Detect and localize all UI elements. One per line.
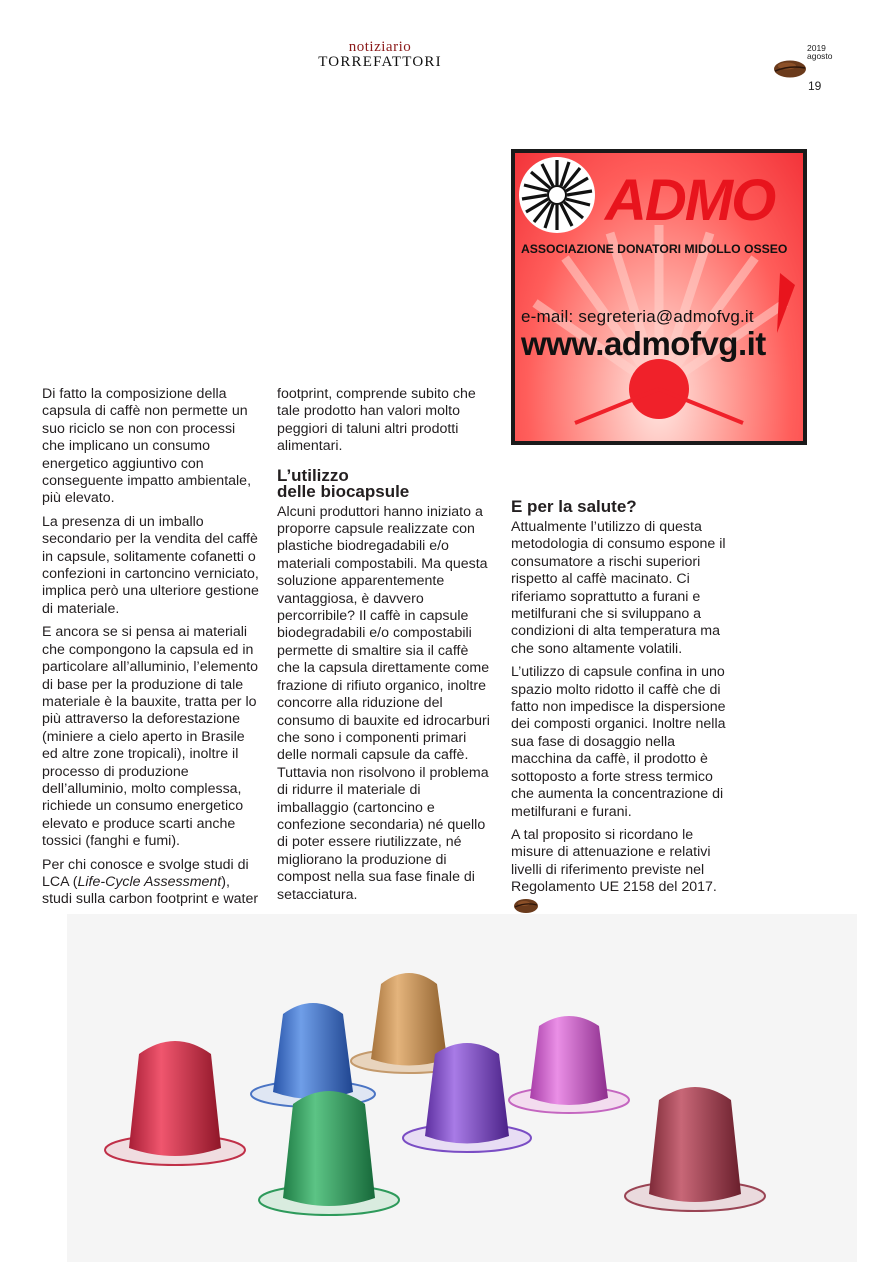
section-heading-biocapsule (277, 465, 495, 501)
paragraph: La presenza di un imballo secondario per la vendita del caffè in capsule, solitamente cofanetti o confezioni in cartoncino verniciato, implica però una ulteriore gestione di materiale. (42, 513, 259, 617)
italic-term: Life-Cycle Assessment (77, 873, 222, 890)
heading-line: delle biocapsule (277, 481, 410, 501)
text-run: Per chi conosce e svolge studi di LCA ( (42, 856, 249, 890)
text-run: ), studi sulla carbon footprint e water (42, 873, 259, 908)
paragraph: Alcuni produttori hanno iniziato a proporre capsule realizzate con plastiche biodregadabili e/o materiali compostabili. Ma questa soluzione apparentemente vantaggiosa, è davvero percorribile? Il caffè in capsule biodegradabili e/o compostabili permette di smaltire sia il caffè che la capsula direttamente come frazione di rifiuto organico, inoltre concorre alla riduzione del consumo di bauxite ed idrocarburi che sono i componenti primari delle normali capsule da caffè. Tuttavia non risolvono il problema di ridurre il materiale di imballaggio (cartoncino e confezione secondaria) né quello di poter essere riutilizzate, né migliorano la produzione di compost nella sua fase finale di setacciatura. (277, 503, 490, 903)
section-heading-salute: E per la salute? (511, 497, 637, 516)
issue-year: 2019 (807, 43, 826, 53)
coffee-bean-icon (513, 897, 539, 915)
article-column-1 (42, 386, 262, 915)
page-number: 19 (808, 79, 822, 93)
admo-advertisement (511, 149, 807, 445)
issue-month: agosto (807, 51, 833, 61)
paragraph: footprint, comprende subito che tale prodotto han valori molto peggiori di taluni altri prodotti alimentari. (277, 386, 476, 455)
admo-logo: ADMO (605, 168, 775, 233)
paragraph: Di fatto la composizione della capsula di caffè non permette un suo riciclo se non con processi che implicano un consumo energetico aggiuntivo con conseguente impatto ambientale, più elevato. (42, 386, 252, 507)
admo-email: e-mail: segreteria@admofvg.it (521, 307, 754, 326)
heading-line: L’utilizzo (277, 465, 349, 485)
text-run: A tal proposito si ricordano le misure di attenuazione e relativi livelli di riferimento previste nel Regolamento UE 2158 del 2017. (511, 826, 717, 896)
masthead (300, 40, 460, 70)
coffee-capsules-photo (67, 914, 857, 1262)
admo-website: www.admofvg.it (521, 325, 766, 362)
masthead-notiziario: notiziario (348, 39, 412, 55)
masthead-torrefattori: TORREFATTORI (318, 54, 442, 70)
paragraph: Attualmente l’utilizzo di questa metodologia di consumo espone il consumatore a rischi superiori rispetto al caffè macinato. Ci riferiamo soprattutto a furani e metilfurani che si sviluppano a condizioni di alta temperatura ma che sono altamente volatili. (511, 519, 726, 657)
paragraph: L’utilizzo di capsule confina in uno spazio molto ridotto il caffè che di fatto non impedisce la dispersione dei composti organici. Inoltre nella sua fase di dosaggio nella macchina da caffè, il prodotto è sottoposto a forte stress termico che aumenta la concentrazione di metilfurani e furani. (511, 664, 726, 820)
admo-association-name: ASSOCIAZIONE DONATORI MIDOLLO OSSEO (521, 242, 788, 256)
paragraph (42, 857, 262, 909)
ad-background (515, 153, 803, 441)
article-column-3 (511, 499, 731, 924)
paragraph: E ancora se si pensa ai materiali che compongono la capsula ed in particolare all’alluminio, l’elemento di base per la produzione di tale materiale è la bauxite, tratta per lo più attraverso la deforestazione (miniere a cielo aperto in Brasile ed altre zone tropicali), inoltre il processo di produzione dell’alluminio, molto complessa, richiede un consumo energetico elevato e produce scarti anche tossici (fanghi e fumi). (42, 624, 259, 850)
capsules-illustration (67, 914, 857, 1262)
paragraph (511, 827, 731, 918)
article-column-2 (277, 386, 495, 910)
issue-date (807, 44, 833, 60)
coffee-bean-icon (772, 58, 808, 80)
